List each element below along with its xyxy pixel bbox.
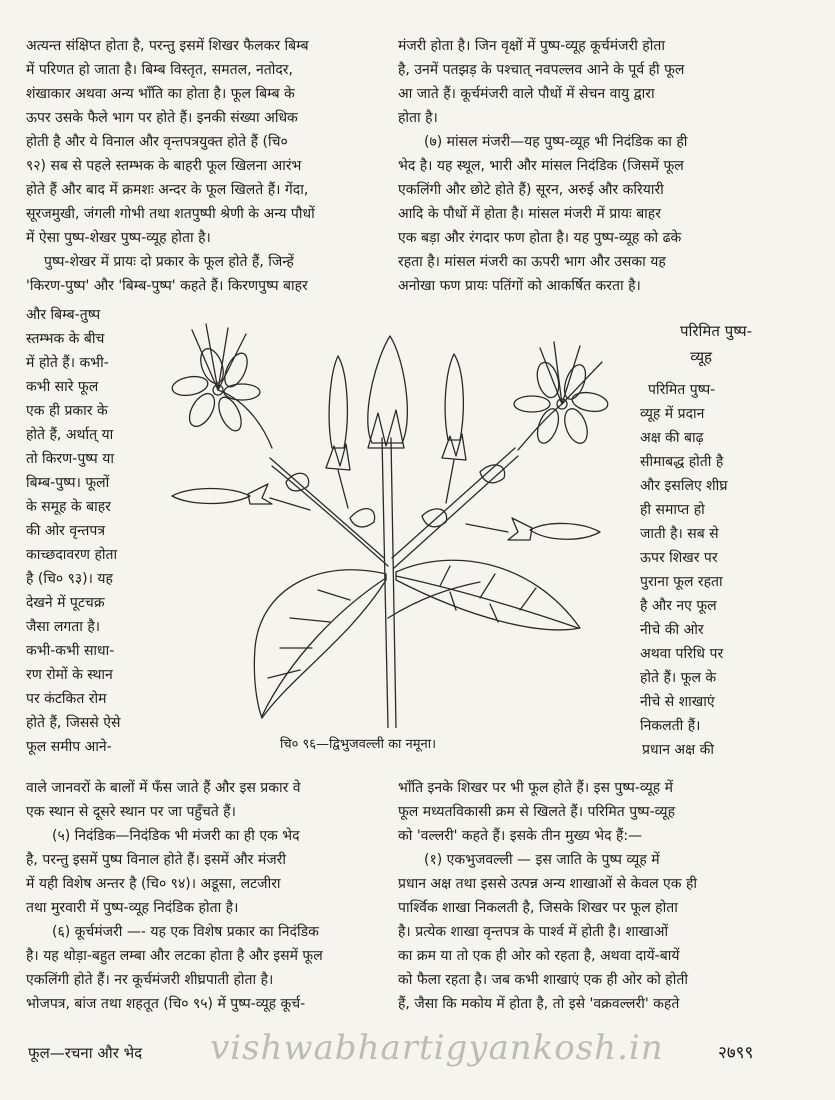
text-line: एक स्थान से दूसरे स्थान पर जा पहुँचते हैं। xyxy=(26,804,236,820)
botanical-figure xyxy=(150,318,630,758)
left-branch xyxy=(272,466,388,566)
text-line: स्तम्भक के बीच xyxy=(26,331,105,347)
text-line: मंजरी होता है। जिन वृक्षों में पुष्प-व्यूह कूर्चमंजरी होता xyxy=(398,38,665,54)
text-line: भेद है। यह स्थूल, भारी और मांसल निदंडिक (जिसमें फूल xyxy=(398,158,684,174)
text-line: अनोखा फण प्रायः पतिंगों को आकर्षित करता है। xyxy=(398,278,641,294)
text-line: अथवा परिधि पर xyxy=(640,646,724,662)
text-line: हैं, जैसा कि मकोय में होता है, तो इसे 'वक्रवल्लरी' कहते xyxy=(398,996,680,1012)
leaf-vein xyxy=(268,590,350,678)
source-watermark: vishwabhartigyankosh.in xyxy=(210,1028,664,1068)
leaf-vein xyxy=(440,566,536,622)
text-line: (७) मांसल मंजरी—यह पुष्प-व्यूह भी निदंडिक का ही xyxy=(424,134,688,150)
col1-narrow-text xyxy=(26,303,156,759)
text-line: होते हैं, अर्थात् या xyxy=(26,427,114,443)
text-line: (६) कूर्चमंजरी —- यह एक विशेष प्रकार का निदंडिक xyxy=(52,924,319,940)
text-line: तथा मुरवारी में पुष्प-व्यूह निदंडिक होता है। xyxy=(26,900,239,916)
text-line: एकलिंगी और छोटे होते हैं) सूरन, अरुई और करियारी xyxy=(398,182,664,198)
text-line: प्रधान अक्ष तथा इससे उत्पन्न अन्य शाखाओं से केवल एक ही xyxy=(398,876,698,892)
bud xyxy=(329,356,347,448)
text-line: काच्छदावरण होता xyxy=(26,547,118,563)
col2-bottom-text xyxy=(398,776,752,1016)
text-line: एक बड़ा और रंगदार फण होता है। यह पुष्प-व्यूह को ढके xyxy=(398,230,682,246)
text-line: पुष्प-शेखर में प्रायः दो प्रकार के फूल होते हैं, जिन्हें xyxy=(44,254,294,270)
text-line: कभी-कभी साधा- xyxy=(26,643,115,659)
text-line: नीचे से शाखाएं xyxy=(640,694,715,710)
text-line: शंखाकार अथवा अन्य भाँति का होता है। फूल बिम्ब के xyxy=(26,86,295,102)
text-line: है। यह थोड़ा-बहुत लम्बा और लटका होता है और इसमें फूल xyxy=(26,948,323,964)
text-line: एकलिंगी होते हैं। नर कूर्चमंजरी शीघ्रपाती होता है। xyxy=(26,972,274,988)
text-line: अत्यन्त संक्षिप्त होता है, परन्तु इसमें शिखर फैलकर बिम्ब xyxy=(26,38,309,54)
text-line: कभी सारे फूल xyxy=(26,379,99,395)
text-line: भाँति इनके शिखर पर भी फूल होते हैं। इस पुष्प-व्यूह में xyxy=(398,780,674,796)
bract xyxy=(350,509,375,527)
figure-caption: चि० ९६—द्विभुजवल्ली का नमूना। xyxy=(280,737,437,752)
text-line: (५) निदंडिक—निदंडिक भी मंजरी का ही एक भेद xyxy=(52,828,300,844)
main-stem xyxy=(382,438,388,728)
text-line: है। प्रत्येक शाखा वृन्तपत्र के पार्श्व में होती है। शाखाओं xyxy=(398,924,669,940)
bud xyxy=(172,489,250,504)
text-line: की ओर वृन्तपत्र xyxy=(26,523,106,539)
bud xyxy=(445,354,463,440)
right-flower xyxy=(514,342,609,450)
col1-top-text xyxy=(26,34,380,298)
dichasial-cyme-illustration xyxy=(150,318,630,728)
text-line: देखने में पूटचक्र xyxy=(26,595,105,611)
text-line: ऊपर शिखर पर xyxy=(640,550,718,566)
text-line: भोजपत्र, बांज तथा शहतूत (चि० ९५) में पुष्प-व्यूह कूर्च- xyxy=(26,996,306,1012)
col2-narrow-text xyxy=(640,378,755,762)
text-line: में ऐसा पुष्प-शेखर पुष्प-व्यूह होता है। xyxy=(26,230,211,246)
text-line: होते हैं और बाद में क्रमशः अन्दर के फूल खिलते हैं। गेंदा, xyxy=(26,182,309,198)
page-number: २७९९ xyxy=(718,1043,754,1063)
text-line: तो किरण-पुष्प या xyxy=(26,451,114,467)
text-line: और बिम्ब-तुष्प xyxy=(26,307,101,323)
text-line: का क्रम या तो एक ही ओर को रहता है, अथवा दायें-बायें xyxy=(398,948,680,964)
heading-line: व्यूह xyxy=(690,348,712,366)
text-line: सीमाबद्ध होती है xyxy=(640,454,724,470)
text-line: रण रोमों के स्थान xyxy=(26,667,113,683)
text-line: आ जाते हैं। कूर्चमंजरी वाले पौधों में सेचन वायु द्वारा xyxy=(398,86,655,102)
text-line: और इसलिए शीघ्र xyxy=(640,478,728,494)
text-line: फूल समीप आने- xyxy=(26,739,112,755)
text-line: नीचे की ओर xyxy=(640,622,704,638)
text-line: होते हैं। फूल के xyxy=(640,670,717,686)
text-line: ऊपर उसके फैले भाग पर होते हैं। इनकी संख्या अधिक xyxy=(26,110,298,126)
text-line: है, परन्तु इसमें पुष्प विनाल होते हैं। इसमें और मंजरी xyxy=(26,852,286,868)
col2-top-text xyxy=(398,34,750,298)
right-branch xyxy=(394,456,518,568)
running-footer-title: फूल—रचना और भेद xyxy=(28,1044,143,1062)
pedicel xyxy=(466,524,508,532)
text-line: होती है और ये विनाल और वृन्तपत्रयुक्त होते हैं (चि० xyxy=(26,134,288,150)
left-flower xyxy=(171,324,272,448)
text-line: रहता है। मांसल मंजरी का ऊपरी भाग और उसका यह xyxy=(398,254,666,270)
bud xyxy=(530,523,600,539)
section-heading xyxy=(620,318,752,370)
main-stem xyxy=(391,438,396,728)
text-line: ही समाप्त हो xyxy=(640,502,705,518)
text-line: जाती है। सब से xyxy=(640,526,719,542)
text-line: बिम्ब-पुष्प। फूलों xyxy=(26,475,110,491)
calyx xyxy=(508,518,532,540)
text-line: के समूह के बाहर xyxy=(26,499,111,515)
pedicel xyxy=(338,470,348,508)
text-line: में परिणत हो जाता है। बिम्ब विस्तृत, समतल, नतोदर, xyxy=(26,62,293,78)
heading-line: परिमित पुष्प- xyxy=(680,322,752,340)
calyx xyxy=(248,484,272,504)
text-line: को फैला रहता है। जब कभी शाखाएं एक ही ओर को होती xyxy=(398,972,688,988)
col1-bottom-text xyxy=(26,776,380,1016)
text-line: ९२) सब से पहले स्तम्भक के बाहरी फूल खिलना आरंभ xyxy=(26,158,302,174)
text-line: होता है। xyxy=(398,110,438,126)
text-line: परिमित पुष्प- xyxy=(648,382,716,398)
text-line: आदि के पौधों में होता है। मांसल मंजरी में प्रायः बाहर xyxy=(398,206,661,222)
calyx xyxy=(442,434,466,460)
text-line: प्रधान अक्ष की xyxy=(642,742,714,758)
text-line: निकलती हैं। xyxy=(640,718,701,734)
text-line: को 'वल्लरी' कहते हैं। इसके तीन मुख्य भेद हैं:— xyxy=(398,828,643,844)
leaf-vein xyxy=(396,576,578,628)
text-line: पर कंटकित रोम xyxy=(26,691,107,707)
text-line: में यही विशेष अन्तर है (चि० ९४)। अडूसा, लटजीरा xyxy=(26,876,281,892)
text-line: अक्ष की बाढ़ xyxy=(640,430,704,446)
text-line: होते हैं, जिससे ऐसे xyxy=(26,715,121,731)
text-line: जैसा लगता है। xyxy=(26,619,101,635)
leaf-stalk xyxy=(388,582,480,618)
text-line: है, उनमें पतझड़ के पश्चात् नवपल्लव आने के पूर्व ही फूल xyxy=(398,62,685,78)
text-line: (१) एकभुजवल्ली — इस जाति के पुष्प व्यूह में xyxy=(424,852,660,868)
text-line: पुराना फूल रहता xyxy=(640,574,723,590)
text-line: फूल मध्यतविकासी क्रम से खिलते हैं। परिमित पुष्प-व्यूह xyxy=(398,804,676,820)
text-line: है और नए फूल xyxy=(640,598,717,614)
text-line: में होते हैं। कभी- xyxy=(26,355,109,371)
pedicel xyxy=(270,498,310,510)
text-line: पार्श्विक शाखा निकलती है, जिसके शिखर पर फूल होता xyxy=(398,900,678,916)
calyx xyxy=(368,410,404,448)
text-line: एक ही प्रकार के xyxy=(26,403,108,419)
pedicel xyxy=(446,460,454,503)
text-line: व्यूह में प्रदान xyxy=(640,406,705,422)
text-line: सूरजमुखी, जंगली गोभी तथा शतपुष्पी श्रेणी के अन्य पौधों xyxy=(26,206,315,222)
text-line: वाले जानवरों के बालों में फँस जाते हैं और इस प्रकार वे xyxy=(26,780,301,796)
text-line: है (चि० ९३)। यह xyxy=(26,571,113,587)
text-line: 'किरण-पुष्प' और 'बिम्ब-पुष्प' कहते हैं। किरणपुष्प बाहर xyxy=(26,278,308,294)
